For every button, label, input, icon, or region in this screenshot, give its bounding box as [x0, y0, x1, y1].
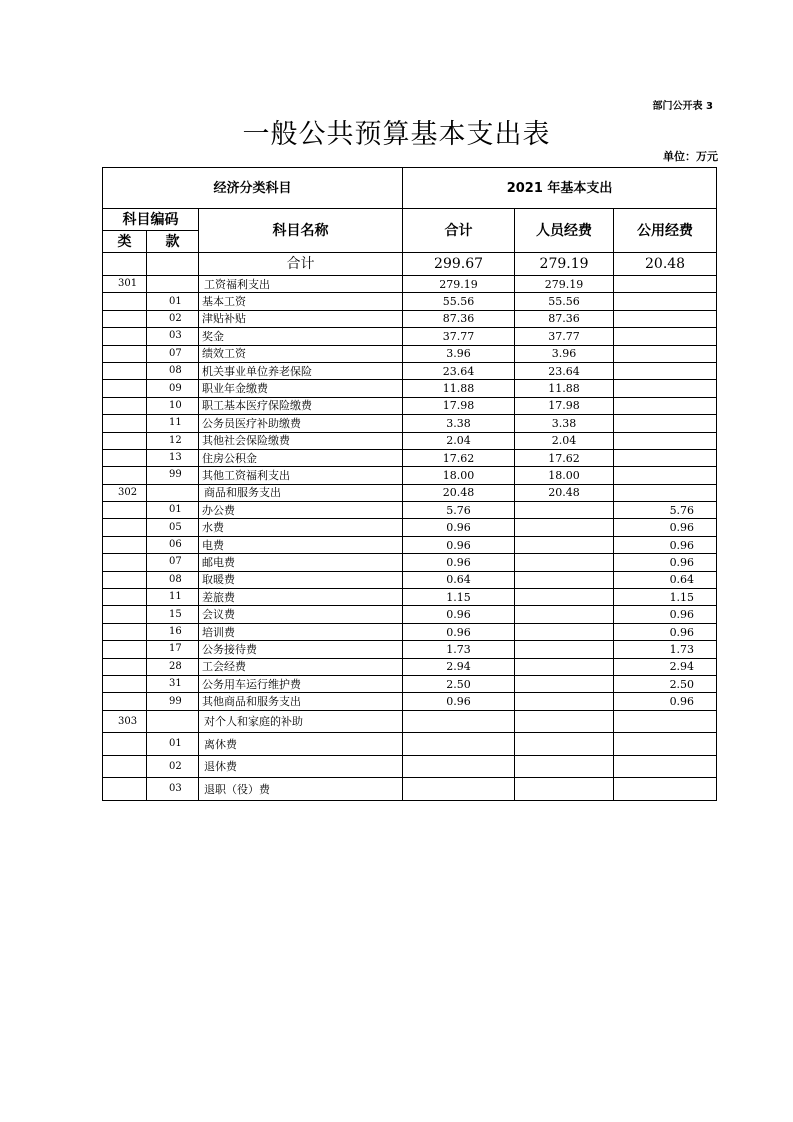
row-total: 0.96 — [403, 519, 515, 536]
table-row — [103, 449, 717, 466]
row-total: 0.96 — [403, 693, 515, 710]
row-total: 18.00 — [403, 467, 515, 484]
row-personnel — [515, 641, 614, 658]
row-personnel: 87.36 — [515, 310, 614, 327]
row-total: 0.96 — [403, 606, 515, 623]
row-lei — [103, 432, 147, 449]
row-kuan: 01 — [147, 293, 199, 310]
row-public: 0.96 — [614, 554, 717, 571]
row-total: 17.62 — [403, 449, 515, 466]
row-total: 11.88 — [403, 380, 515, 397]
row-total: 3.38 — [403, 415, 515, 432]
row-kuan: 13 — [147, 449, 199, 466]
table-row — [103, 778, 717, 801]
row-public: 0.96 — [614, 519, 717, 536]
row-name: 工资福利支出 — [199, 276, 403, 293]
row-name: 住房公积金 — [199, 449, 403, 466]
row-total: 23.64 — [403, 362, 515, 379]
row-name: 取暖费 — [199, 571, 403, 588]
table-number-tag: 部门公开表 3 — [652, 101, 713, 112]
row-name: 工会经费 — [199, 658, 403, 675]
row-public — [614, 778, 717, 801]
row-public: 5.76 — [614, 502, 717, 519]
row-personnel: 11.88 — [515, 380, 614, 397]
row-public: 2.94 — [614, 658, 717, 675]
row-total: 2.50 — [403, 675, 515, 692]
table-row — [103, 589, 717, 606]
table-row — [103, 397, 717, 414]
table-row — [103, 310, 717, 327]
row-kuan: 08 — [147, 362, 199, 379]
header-personnel: 人员经费 — [515, 209, 614, 253]
row-name: 其他商品和服务支出 — [199, 693, 403, 710]
row-personnel: 18.00 — [515, 467, 614, 484]
table-row — [103, 623, 717, 640]
table-row — [103, 484, 717, 501]
total-row — [103, 253, 717, 276]
row-name: 绩效工资 — [199, 345, 403, 362]
row-lei — [103, 778, 147, 801]
table-row — [103, 554, 717, 571]
row-kuan: 11 — [147, 415, 199, 432]
row-name: 津贴补贴 — [199, 310, 403, 327]
row-personnel — [515, 606, 614, 623]
row-personnel: 20.48 — [515, 484, 614, 501]
row-total: 1.73 — [403, 641, 515, 658]
row-lei — [103, 449, 147, 466]
page-title: 一般公共预算基本支出表 — [242, 119, 551, 150]
row-kuan: 03 — [147, 328, 199, 345]
row-kuan: 31 — [147, 675, 199, 692]
row-total — [403, 733, 515, 756]
row-public: 0.96 — [614, 693, 717, 710]
row-kuan: 06 — [147, 536, 199, 553]
row-name: 退职（役）费 — [199, 778, 403, 801]
row-total: 5.76 — [403, 502, 515, 519]
row-lei — [103, 554, 147, 571]
row-lei — [103, 641, 147, 658]
table-row — [103, 641, 717, 658]
row-lei — [103, 519, 147, 536]
table-row — [103, 362, 717, 379]
row-total: 55.56 — [403, 293, 515, 310]
header-code: 科目编码 — [103, 209, 199, 231]
row-kuan: 16 — [147, 623, 199, 640]
row-total — [403, 755, 515, 778]
row-name: 会议费 — [199, 606, 403, 623]
row-lei — [103, 623, 147, 640]
row-personnel — [515, 658, 614, 675]
row-kuan: 28 — [147, 658, 199, 675]
row-total: 20.48 — [403, 484, 515, 501]
row-lei — [103, 328, 147, 345]
row-personnel — [515, 589, 614, 606]
header-total: 合计 — [403, 209, 515, 253]
row-name: 公务接待费 — [199, 641, 403, 658]
row-personnel: 2.04 — [515, 432, 614, 449]
table-row — [103, 675, 717, 692]
row-public: 0.96 — [614, 536, 717, 553]
row-public — [614, 484, 717, 501]
row-lei — [103, 606, 147, 623]
row-lei — [103, 467, 147, 484]
row-lei: 301 — [103, 276, 147, 293]
row-name: 职工基本医疗保险缴费 — [199, 397, 403, 414]
row-personnel: 23.64 — [515, 362, 614, 379]
table-row — [103, 693, 717, 710]
header-public: 公用经费 — [614, 209, 717, 253]
row-lei — [103, 362, 147, 379]
unit-label: 单位：万元 — [663, 150, 718, 163]
row-name: 离休费 — [199, 733, 403, 756]
table-row — [103, 606, 717, 623]
table-row — [103, 415, 717, 432]
row-personnel — [515, 778, 614, 801]
row-personnel: 55.56 — [515, 293, 614, 310]
row-personnel: 17.62 — [515, 449, 614, 466]
row-public — [614, 328, 717, 345]
row-total: 0.96 — [403, 623, 515, 640]
row-total: 2.94 — [403, 658, 515, 675]
row-personnel — [515, 519, 614, 536]
row-lei — [103, 536, 147, 553]
row-lei — [103, 380, 147, 397]
row-name: 水费 — [199, 519, 403, 536]
total-amount: 299.67 — [403, 253, 515, 276]
total-public: 20.48 — [614, 253, 717, 276]
row-personnel: 3.96 — [515, 345, 614, 362]
row-personnel — [515, 675, 614, 692]
row-public — [614, 362, 717, 379]
row-lei — [103, 345, 147, 362]
total-label: 合计 — [199, 253, 403, 276]
row-kuan: 07 — [147, 345, 199, 362]
table-row — [103, 710, 717, 733]
row-name: 对个人和家庭的补助 — [199, 710, 403, 733]
row-total: 3.96 — [403, 345, 515, 362]
row-lei — [103, 502, 147, 519]
row-lei — [103, 310, 147, 327]
row-public — [614, 415, 717, 432]
table-row — [103, 467, 717, 484]
row-public: 2.50 — [614, 675, 717, 692]
row-lei — [103, 675, 147, 692]
row-kuan: 02 — [147, 310, 199, 327]
row-personnel: 279.19 — [515, 276, 614, 293]
row-personnel — [515, 571, 614, 588]
row-name: 退休费 — [199, 755, 403, 778]
table-row — [103, 380, 717, 397]
row-public — [614, 755, 717, 778]
row-total: 0.96 — [403, 536, 515, 553]
row-kuan: 07 — [147, 554, 199, 571]
row-kuan: 10 — [147, 397, 199, 414]
row-name: 其他社会保险缴费 — [199, 432, 403, 449]
row-total: 17.98 — [403, 397, 515, 414]
row-public — [614, 432, 717, 449]
row-public: 1.15 — [614, 589, 717, 606]
row-personnel — [515, 502, 614, 519]
row-total: 87.36 — [403, 310, 515, 327]
row-public — [614, 293, 717, 310]
row-public: 0.96 — [614, 623, 717, 640]
row-name: 商品和服务支出 — [199, 484, 403, 501]
row-public: 1.73 — [614, 641, 717, 658]
row-kuan — [147, 484, 199, 501]
row-name: 培训费 — [199, 623, 403, 640]
row-lei — [103, 755, 147, 778]
row-total — [403, 710, 515, 733]
table-row — [103, 345, 717, 362]
row-lei — [103, 658, 147, 675]
table-row — [103, 733, 717, 756]
row-personnel — [515, 733, 614, 756]
row-lei — [103, 571, 147, 588]
row-total: 1.15 — [403, 589, 515, 606]
row-kuan: 03 — [147, 778, 199, 801]
row-name: 职业年金缴费 — [199, 380, 403, 397]
row-total: 0.96 — [403, 554, 515, 571]
row-kuan: 99 — [147, 693, 199, 710]
total-lei-cell — [103, 253, 147, 276]
row-public: 0.96 — [614, 606, 717, 623]
row-name: 机关事业单位养老保险 — [199, 362, 403, 379]
header-econ-class: 经济分类科目 — [103, 168, 403, 209]
row-total — [403, 778, 515, 801]
row-lei — [103, 397, 147, 414]
row-total: 0.64 — [403, 571, 515, 588]
row-personnel — [515, 554, 614, 571]
row-kuan: 17 — [147, 641, 199, 658]
row-public: 0.64 — [614, 571, 717, 588]
row-name: 基本工资 — [199, 293, 403, 310]
row-personnel: 17.98 — [515, 397, 614, 414]
row-name: 其他工资福利支出 — [199, 467, 403, 484]
row-name: 公务用车运行维护费 — [199, 675, 403, 692]
total-personnel: 279.19 — [515, 253, 614, 276]
table-row — [103, 293, 717, 310]
budget-table — [102, 167, 717, 801]
row-name: 邮电费 — [199, 554, 403, 571]
row-lei: 302 — [103, 484, 147, 501]
header-budget-year: 2021 年基本支出 — [403, 168, 717, 209]
header-name: 科目名称 — [199, 209, 403, 253]
row-personnel: 37.77 — [515, 328, 614, 345]
row-total: 279.19 — [403, 276, 515, 293]
row-kuan: 99 — [147, 467, 199, 484]
table-row — [103, 755, 717, 778]
row-public — [614, 449, 717, 466]
row-name: 电费 — [199, 536, 403, 553]
table-row — [103, 328, 717, 345]
row-kuan: 15 — [147, 606, 199, 623]
row-public — [614, 310, 717, 327]
row-kuan: 11 — [147, 589, 199, 606]
row-personnel — [515, 755, 614, 778]
row-lei — [103, 589, 147, 606]
table-row — [103, 276, 717, 293]
row-personnel — [515, 693, 614, 710]
row-public — [614, 380, 717, 397]
header-kuan: 款 — [147, 231, 199, 253]
row-public — [614, 397, 717, 414]
row-name: 差旅费 — [199, 589, 403, 606]
row-name: 奖金 — [199, 328, 403, 345]
row-personnel — [515, 710, 614, 733]
row-public — [614, 710, 717, 733]
row-total: 37.77 — [403, 328, 515, 345]
row-public — [614, 467, 717, 484]
row-lei — [103, 415, 147, 432]
table-row — [103, 502, 717, 519]
header-lei: 类 — [103, 231, 147, 253]
row-kuan — [147, 710, 199, 733]
row-personnel: 3.38 — [515, 415, 614, 432]
row-personnel — [515, 623, 614, 640]
table-row — [103, 571, 717, 588]
row-kuan: 05 — [147, 519, 199, 536]
table-row — [103, 658, 717, 675]
row-kuan: 01 — [147, 502, 199, 519]
row-kuan — [147, 276, 199, 293]
table-row — [103, 432, 717, 449]
total-kuan-cell — [147, 253, 199, 276]
row-name: 办公费 — [199, 502, 403, 519]
row-kuan: 01 — [147, 733, 199, 756]
row-lei: 303 — [103, 710, 147, 733]
row-kuan: 09 — [147, 380, 199, 397]
row-kuan: 02 — [147, 755, 199, 778]
row-lei — [103, 693, 147, 710]
row-kuan: 08 — [147, 571, 199, 588]
table-row — [103, 519, 717, 536]
table-row — [103, 536, 717, 553]
row-personnel — [515, 536, 614, 553]
row-public — [614, 733, 717, 756]
row-name: 公务员医疗补助缴费 — [199, 415, 403, 432]
row-total: 2.04 — [403, 432, 515, 449]
row-public — [614, 345, 717, 362]
row-public — [614, 276, 717, 293]
row-kuan: 12 — [147, 432, 199, 449]
row-lei — [103, 733, 147, 756]
row-lei — [103, 293, 147, 310]
